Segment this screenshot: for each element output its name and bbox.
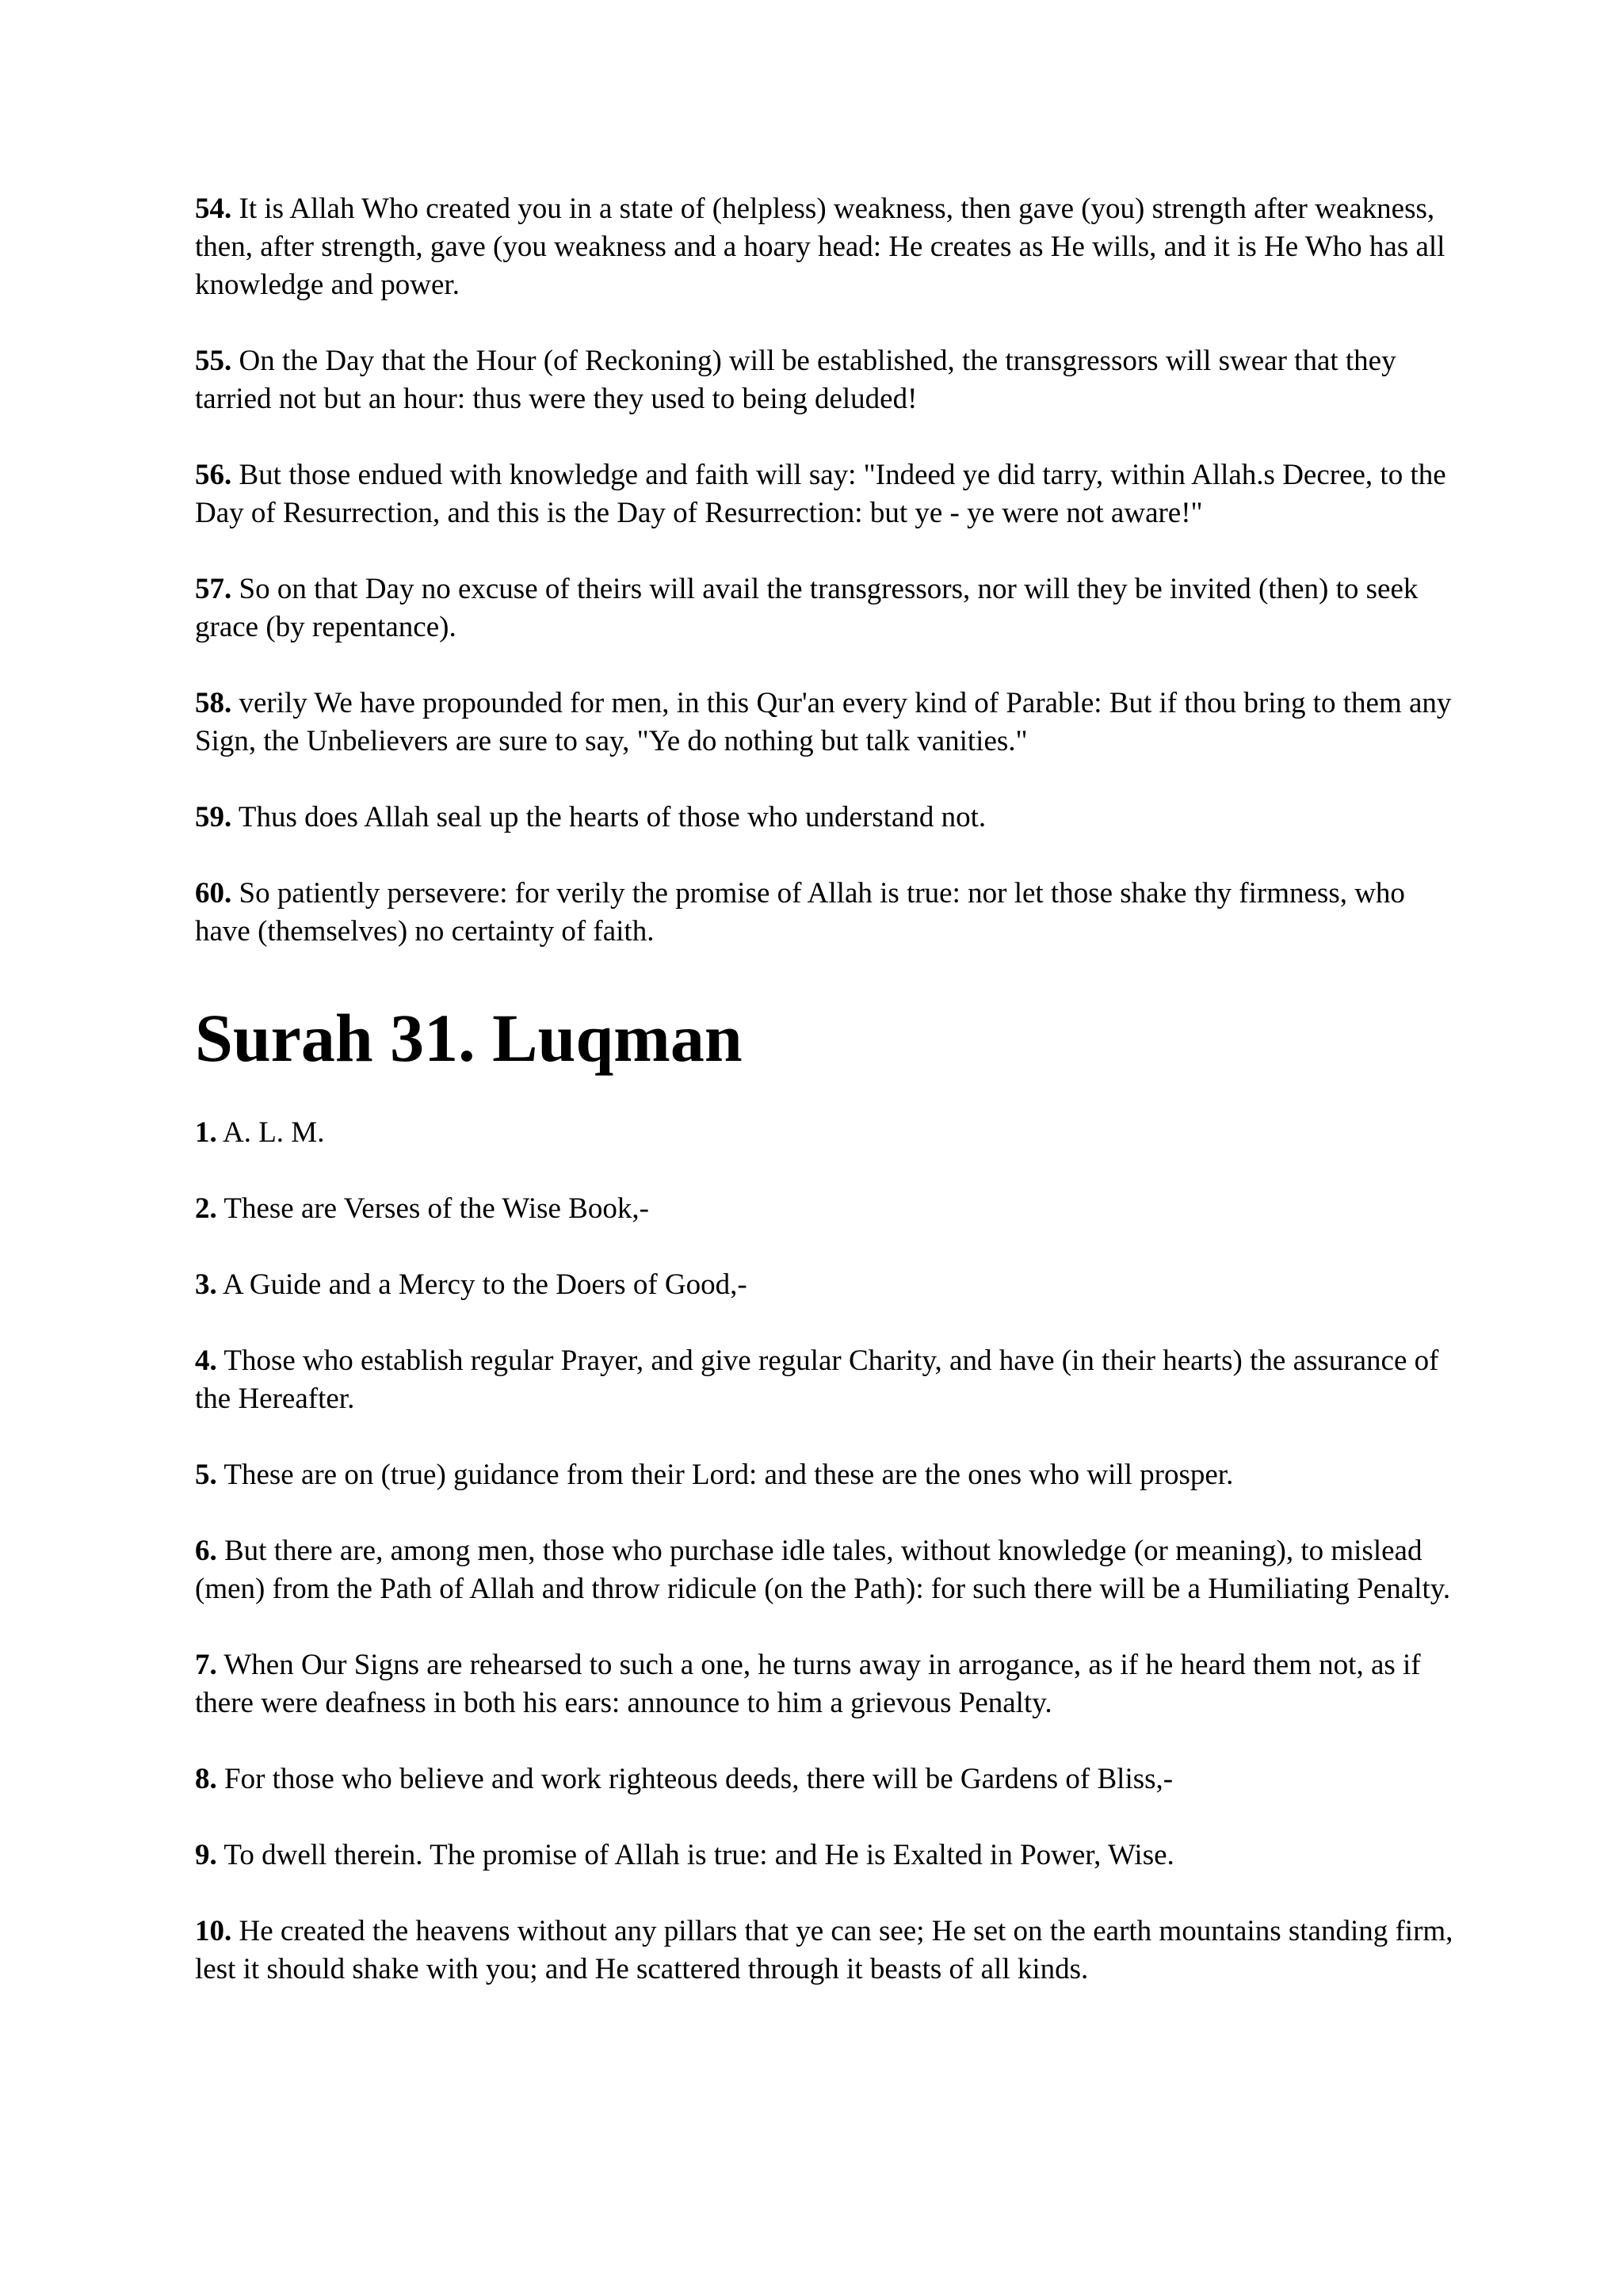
verse-paragraph [195, 1342, 1463, 1418]
verse-number: 9. [195, 1839, 217, 1871]
verse-text: When Our Signs are rehearsed to such a one, he turns away in arrogance, as if he heard them not, as if there were deafness in both his ears: announce to him a grievous Penalty. [195, 1649, 1421, 1719]
verse-number: 56. [195, 459, 232, 491]
verse-text: But those endued with knowledge and faith will say: "Indeed ye did tarry, within Allah.s Decree, to the Day of Resurrection, and this is the Day of Resurrection: but ye - ye were not aware!" [195, 459, 1446, 529]
verse-number: 7. [195, 1649, 217, 1681]
verse-paragraph [195, 1114, 1463, 1152]
verse-paragraph [195, 342, 1463, 418]
verse-number: 60. [195, 877, 232, 910]
verse-number: 5. [195, 1459, 217, 1491]
verse-number: 10. [195, 1915, 232, 1947]
verse-text: Those who establish regular Prayer, and give regular Charity, and have (in their hearts) the assurance of the Hereafter. [195, 1344, 1439, 1415]
verse-paragraph [195, 1190, 1463, 1228]
verse-paragraph [195, 1646, 1463, 1722]
verse-number: 2. [195, 1192, 217, 1225]
verse-text: On the Day that the Hour (of Reckoning) will be established, the transgressors will swear that they tarried not but an hour: thus were they used to being deluded! [195, 345, 1396, 415]
verse-text: verily We have propounded for men, in this Qur'an every kind of Parable: But if thou bring to them any Sign, the Unbelievers are sure to say, "Ye do nothing but talk vanities." [195, 687, 1452, 757]
verse-paragraph [195, 190, 1463, 304]
verse-text: It is Allah Who created you in a state of (helpless) weakness, then gave (you) strength after weakness, then, after strength, gave (you weakness and a hoary head: He creates as He wills, and it is He Who has all knowledge and power. [195, 193, 1445, 301]
verse-paragraph [195, 1836, 1463, 1875]
verse-paragraph [195, 1266, 1463, 1304]
verse-number: 55. [195, 345, 232, 377]
verse-paragraph [195, 685, 1463, 761]
verse-text: So patiently persevere: for verily the promise of Allah is true: nor let those shake thy firmness, who have (themselves) no certainty of faith. [195, 877, 1405, 948]
verse-paragraph [195, 1913, 1463, 1989]
verse-paragraph [195, 570, 1463, 646]
verse-paragraph [195, 875, 1463, 951]
verse-paragraph [195, 1456, 1463, 1494]
verse-paragraph [195, 799, 1463, 837]
verse-number: 59. [195, 801, 232, 833]
verse-paragraph [195, 1532, 1463, 1608]
surah-heading: Surah 31. Luqman [195, 1000, 743, 1076]
verse-text: To dwell therein. The promise of Allah is true: and He is Exalted in Power, Wise. [223, 1839, 1174, 1871]
verse-paragraph [195, 1760, 1463, 1798]
verse-number: 58. [195, 687, 232, 719]
verse-number: 57. [195, 573, 232, 605]
verse-number: 8. [195, 1763, 217, 1795]
verse-text: For those who believe and work righteous deeds, there will be Gardens of Bliss,- [224, 1763, 1174, 1795]
verse-text: A Guide and a Mercy to the Doers of Good,- [222, 1268, 747, 1301]
verse-text: A. L. M. [222, 1116, 325, 1149]
verse-number: 4. [195, 1344, 217, 1377]
document-page [195, 190, 1463, 2027]
verse-text: Thus does Allah seal up the hearts of those who understand not. [238, 801, 987, 833]
verse-number: 6. [195, 1535, 217, 1567]
verse-text: He created the heavens without any pillars that ye can see; He set on the earth mountains standing firm, lest it should shake with you; and He scattered through it beasts of all kinds. [195, 1915, 1453, 1985]
verse-text: But there are, among men, those who purchase idle tales, without knowledge (or meaning), to mislead (men) from the Path of Allah and throw ridicule (on the Path): for such there will be a Humiliating Penalty. [195, 1535, 1451, 1605]
verse-number: 1. [195, 1116, 217, 1149]
verse-paragraph [195, 456, 1463, 532]
verse-text: So on that Day no excuse of theirs will avail the transgressors, nor will they be invited (then) to seek grace (by repentance). [195, 573, 1419, 643]
verse-number: 3. [195, 1268, 217, 1301]
verse-text: These are on (true) guidance from their Lord: and these are the ones who will prosper. [223, 1459, 1234, 1491]
verse-number: 54. [195, 193, 232, 225]
verse-text: These are Verses of the Wise Book,- [223, 1192, 649, 1225]
